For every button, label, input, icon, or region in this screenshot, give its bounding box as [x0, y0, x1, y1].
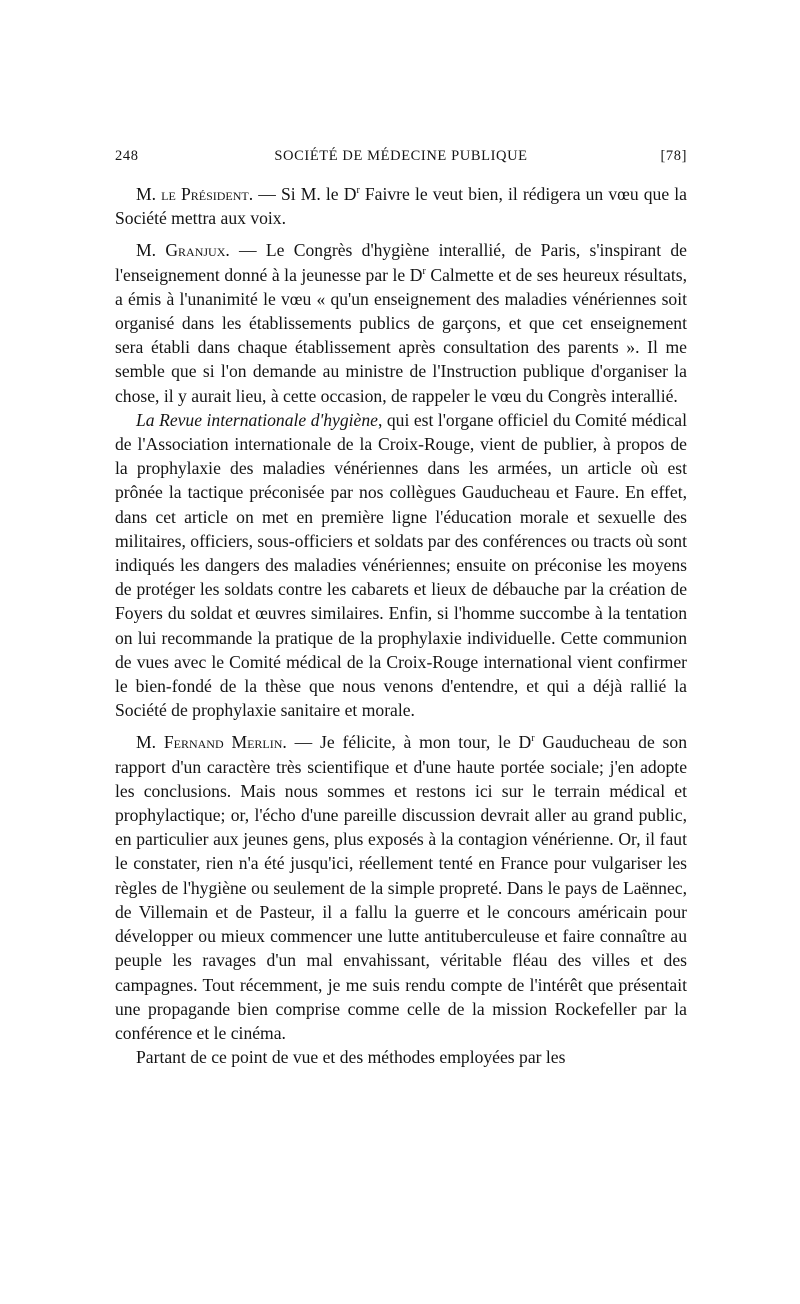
section-reference: [78] — [660, 148, 687, 164]
paragraph-partant: Partant de ce point de vue et des méthodes employées par les — [136, 1047, 566, 1068]
paragraph-merlin: M. Fernand Merlin. — Je félicite, à mon tour, le $D^r$ Gauducheau de son rapport d'un caractère très scientifique et d'une haute portée sociale; j'en adopte les conclusions. Mais nous sommes et restons ici sur le terrain médical et prophylactique; or, l'écho d'une pareille discussion devrait aller au grand public, en particulier aux jeunes gens, plus exposés à la contagion vénérienne. Or, il faut le constater, rien n'a été jusqu'ici, réellement tenté en France pour vulgariser les règles de l'hygiène ou seulement de la simple propreté. Dans le pays de Laënnec, de Villemain et de Pasteur, il a fallu la guerre et le concours américain pour développer ou mieux commencer une lutte antituberculeuse et faire connaître au peuple les ravages d'un mal envahissant, véritable fléau des villes et des campagnes. Tout récemment, je me suis rendu compte de l'intérêt que présentait une propagande bien comprise comme celle de la mission Rockefeller par la conférence et le cinéma. — [115, 732, 687, 1043]
paragraph-president: M. le Président. — Si M. le $D^r$ Faivre le veut bien, il rédigera un vœu que la Société mettra aux voix. — [115, 184, 687, 229]
paragraph-granjux: M. Granjux. — Le Congrès d'hygiène interallié, de Paris, s'inspirant de l'enseignement donné à la jeunesse par le $D^r$ Calmette et de ses heureux résultats, a émis à l'unanimité le vœu « qu'un enseignement des maladies vénériennes soit organisé dans les établissements publics de garçons, et que cet enseignement sera établi dans chaque établissement après consultation des parents ». Il me semble que si l'on demande au ministre de l'Instruction publique d'organiser la chose, il y aurait lieu, à cette occasion, de rappeler le vœu du Congrès interallié. — [115, 240, 687, 406]
journal-title: La Revue internationale d'hygiène — [136, 409, 378, 430]
speaker-name: le Président — [161, 184, 249, 204]
running-title: SOCIÉTÉ DE MÉDECINE PUBLIQUE — [274, 148, 528, 164]
speaker-name: Fernand Merlin — [163, 732, 283, 753]
document-page — [115, 140, 687, 1069]
running-header — [115, 140, 687, 166]
paragraph-revue: La Revue internationale d'hygiène, qui est l'organe officiel du Comité médical de l'Association internationale de la Croix-Rouge, vient de publier, à propos de la prophylaxie des maladies vénériennes dans les armées, un article où est prônée la tactique préconisée par nos collègues Gauducheau et Faure. En effet, dans cet article on met en première ligne l'éducation morale et sexuelle des militaires, officiers, sous-officiers et soldats par des conférences ou tracts où sont indiqués les dangers des maladies vénériennes; ensuite on préconise les moyens de protéger les soldats contre les cabarets et lieux de débauche par la création de Foyers du soldat et œuvres similaires. Enfin, si l'homme succombe à la tentation on lui recommande la pratique de la prophylaxie individuelle. Cette communion de vues avec le Comité médical de la Croix-Rouge international vient confirmer le bien-fondé de la thèse que nous venons d'entendre, et qui a déjà rallié la Société de prophylaxie sanitaire et morale. — [115, 409, 687, 721]
speaker-name: Granjux — [165, 240, 226, 261]
page-number: 248 — [115, 148, 139, 164]
